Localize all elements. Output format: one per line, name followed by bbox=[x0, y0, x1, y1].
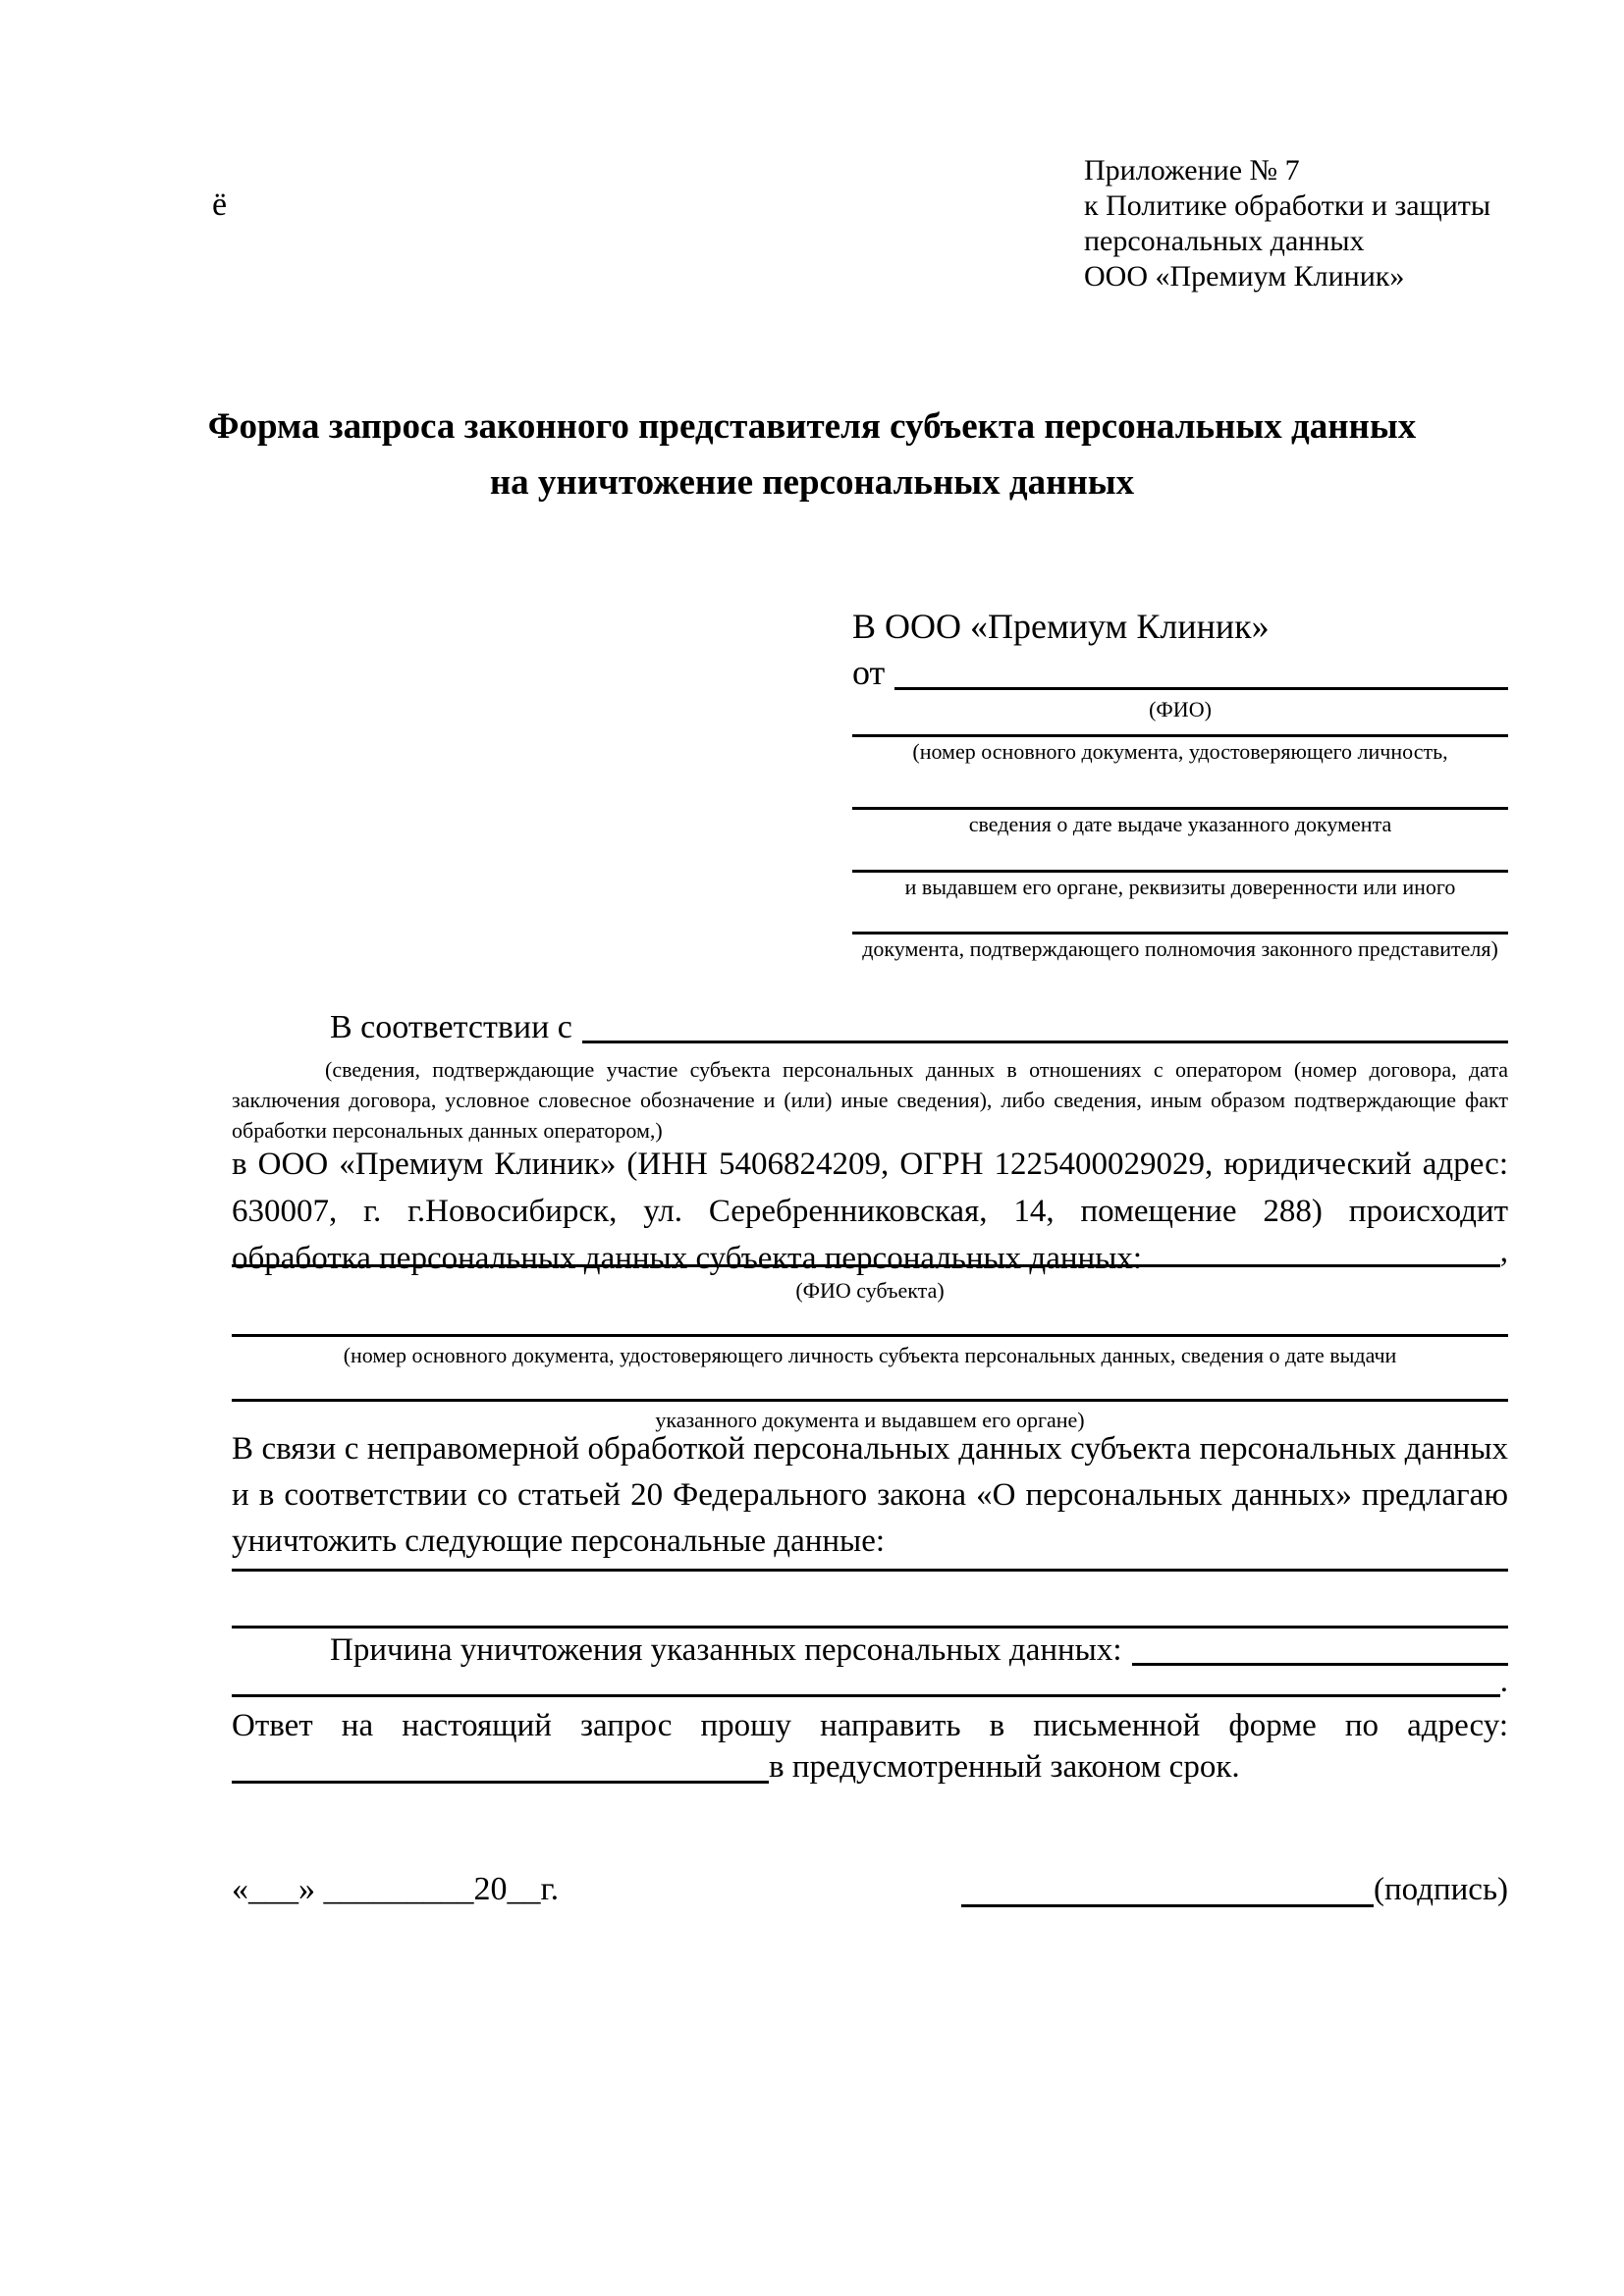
date-blank: «___» _________20__г. bbox=[232, 1871, 560, 1907]
reply-paragraph: Ответ на настоящий запрос прошу направить в письменной форме по адресу: bbox=[232, 1708, 1508, 1743]
reason-lead: Причина уничтожения указанных персональных данных: bbox=[330, 1632, 1122, 1668]
reason-continuation-row bbox=[232, 1661, 1508, 1702]
accordance-caption: (сведения, подтверждающие участие субъекта персональных данных в отношениях с оператором (номер договора, дата заключения договора, условное словесное обозначение и (или) иные сведения), либо сведения, иным образом подтверждающие факт обработки персональных данных оператором,) bbox=[232, 1057, 1508, 1143]
appendix-line-1: Приложение № 7 bbox=[1084, 154, 1300, 187]
addressee-from-row bbox=[852, 650, 1508, 695]
subject-fio-write-in-row bbox=[232, 1231, 1508, 1272]
operator-paragraph: в ООО «Премиум Клиник» (ИНН 5406824209, ОГРН 1225400029029, юридический адрес: 630007, г. г.Новосибирск, ул. Серебренниковская, 14, помещение 288) происходит обработка персональных данных субъекта персональных данных: bbox=[232, 1147, 1508, 1276]
reason-write-in-line-2 bbox=[232, 1694, 1500, 1697]
accordance-lead: В соответствии с bbox=[330, 1009, 572, 1045]
title-line-1: Форма запроса законного представителя субъекта персональных данных bbox=[207, 406, 1417, 447]
accordance-row bbox=[232, 1007, 1508, 1048]
trailing-comma: , bbox=[1499, 1234, 1508, 1269]
footer-row bbox=[232, 1867, 1508, 1912]
subject-doc-write-in-line-1 bbox=[232, 1334, 1508, 1337]
id-doc-caption-1: (номер основного документа, удостоверяющего личность, bbox=[912, 739, 1448, 764]
id-doc-caption-3: и выдавшем его органе, реквизиты доверенности или иного bbox=[904, 875, 1456, 899]
trailing-period: . bbox=[1499, 1664, 1508, 1699]
addressee-to: В ООО «Премиум Клиник» bbox=[852, 607, 1270, 646]
unlawful-processing-paragraph: В связи с неправомерной обработкой персональных данных субъекта персональных данных и в соответствии со статьей 20 Федерального закона «О персональных данных» предлагаю уничтожить следующие персональные данные: bbox=[232, 1431, 1508, 1559]
stray-char: ё bbox=[212, 187, 228, 223]
subject-fio-write-in-line bbox=[232, 1264, 1500, 1267]
subject-doc-caption-2: указанного документа и выдавшем его органе) bbox=[655, 1408, 1085, 1432]
appendix-block bbox=[1084, 153, 1490, 294]
reply-address-row bbox=[232, 1745, 1508, 1789]
title-line-2: на уничтожение персональных данных bbox=[489, 462, 1135, 503]
document-title bbox=[174, 399, 1450, 510]
addressee-block bbox=[852, 605, 1508, 964]
data-write-in-line-1 bbox=[232, 1569, 1508, 1572]
accordance-write-in-line bbox=[582, 1041, 1508, 1043]
fio-caption: (ФИО) bbox=[1149, 697, 1212, 721]
appendix-line-3: персональных данных bbox=[1084, 225, 1365, 257]
subject-doc-write-in-line-2 bbox=[232, 1399, 1508, 1402]
subject-fio-caption: (ФИО субъекта) bbox=[795, 1278, 945, 1303]
fio-write-in-line bbox=[894, 687, 1508, 690]
id-doc-caption-2: сведения о дате выдаче указанного документа bbox=[968, 812, 1392, 836]
appendix-line-4: ООО «Премиум Клиник» bbox=[1084, 260, 1405, 293]
appendix-line-2: к Политике обработки и защиты bbox=[1084, 189, 1491, 222]
signature-caption: (подпись) bbox=[1374, 1872, 1508, 1907]
address-write-in-line bbox=[232, 1781, 769, 1784]
id-doc-caption-4: документа, подтверждающего полномочия законного представителя) bbox=[862, 936, 1498, 961]
subject-doc-caption-1: (номер основного документа, удостоверяющего личность субъекта персональных данных, сведения о дате выдачи bbox=[343, 1343, 1397, 1367]
signature-write-in-line bbox=[961, 1904, 1374, 1907]
data-write-in-line-2 bbox=[232, 1626, 1508, 1629]
from-label: от bbox=[852, 653, 886, 692]
reply-tail: в предусмотренный законом срок. bbox=[769, 1749, 1240, 1785]
